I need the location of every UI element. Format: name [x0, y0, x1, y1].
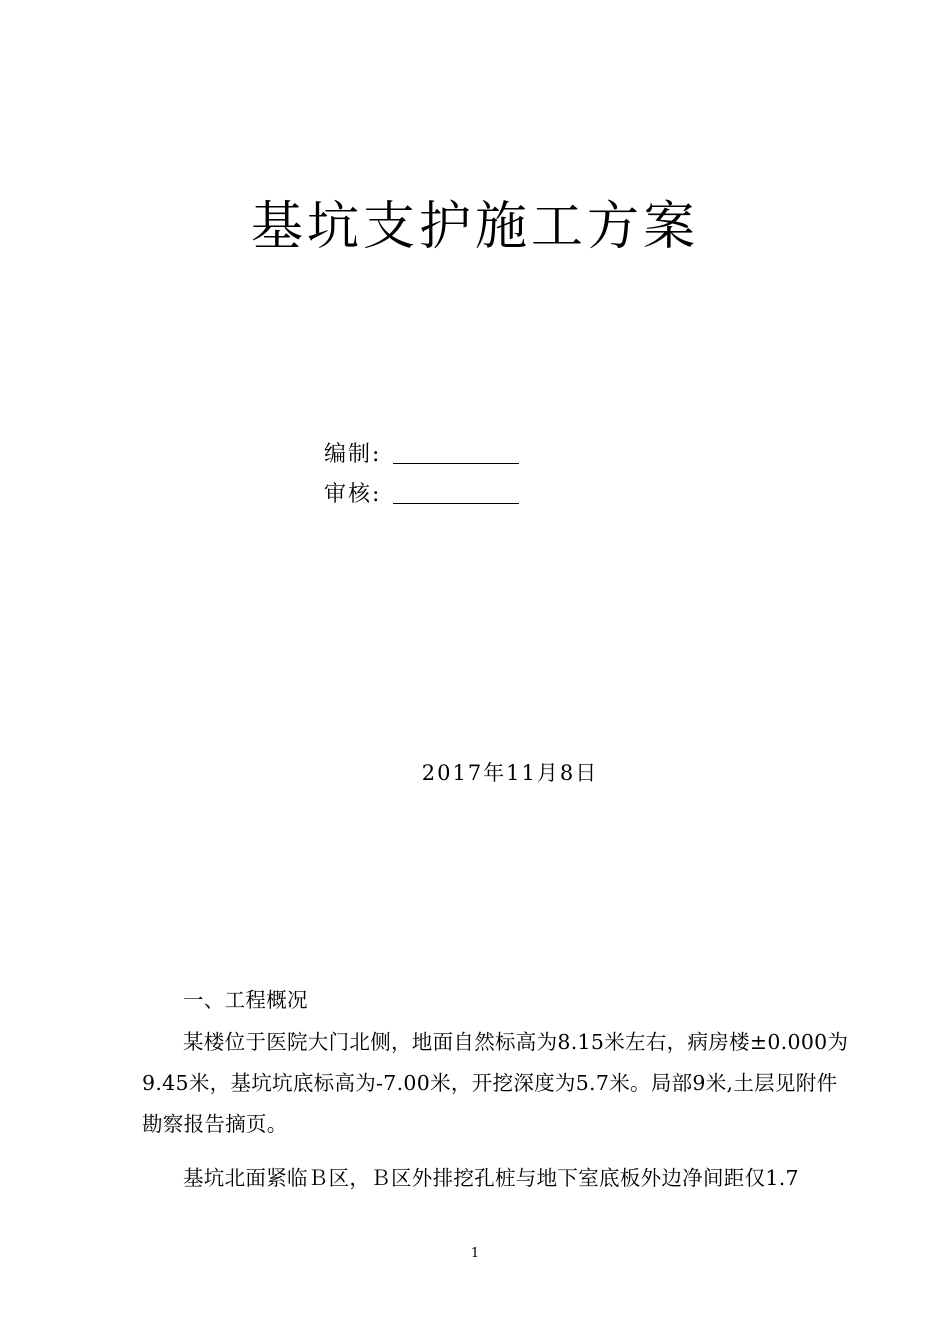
- signature-label-compiler: 编制:: [324, 442, 382, 467]
- signature-blank-reviewer: [393, 483, 519, 504]
- document-title: 基坑支护施工方案: [250, 197, 699, 257]
- paragraph-2-text: 基坑北面紧临Ｂ区，Ｂ区外排挖孔桩与地下室底板外边净间距仅1.7: [183, 1166, 799, 1190]
- section-heading-text: 一、工程概况: [183, 988, 308, 1012]
- signature-blank-compiler: [393, 443, 519, 464]
- paragraph-1: [142, 1022, 856, 1145]
- section-heading: [142, 980, 856, 1021]
- page-number: 1: [470, 1246, 480, 1261]
- document-date: 2017年11月8日: [421, 761, 599, 785]
- signature-row-compiler: [324, 440, 519, 470]
- paragraph-1-text: 某楼位于医院大门北侧，地面自然标高为8.15米左右，病房楼±0.000为9.45米，基坑坑底标高为-7.00米，开挖深度为5.7米。局部9米,土层见附件勘察报告摘页。: [142, 1030, 849, 1136]
- signature-label-reviewer: 审核:: [324, 482, 382, 507]
- paragraph-2: [142, 1158, 856, 1199]
- signature-row-reviewer: [324, 480, 519, 510]
